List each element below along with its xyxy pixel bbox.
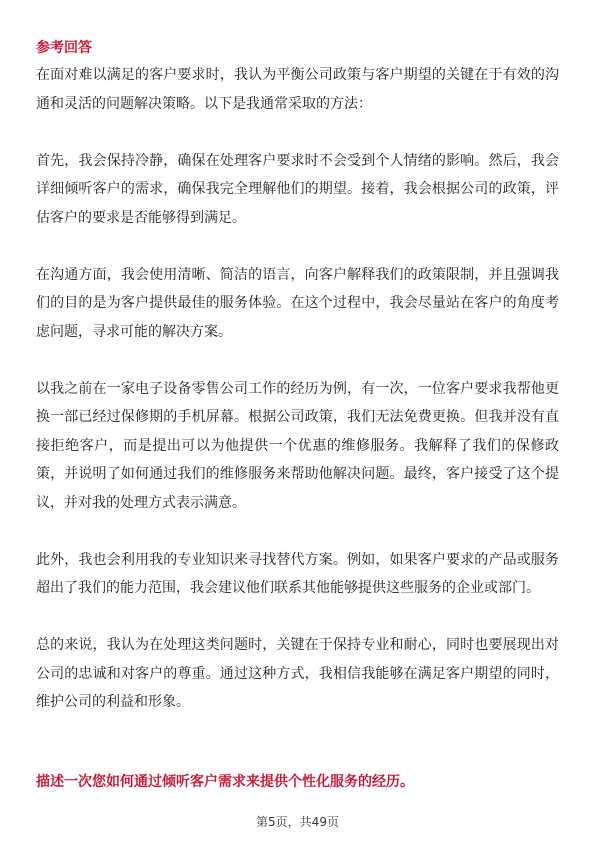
paragraph: 总的来说，我认为在处理这类问题时，关键在于保持专业和耐心，同时也要展现出对公司的忠诚和对客户的尊重。通过这种方式，我相信我能够在满足客户期望的同时，维护公司的利益和形象。 [36,637,559,710]
paragraph: 以我之前在一家电子设备零售公司工作的经历为例，有一次，一位客户要求我帮他更换一部已经过保修期的手机屏幕。根据公司政策，我们无法免费更换。但我并没有直接拒绝客户，而是提出可以为他提供一个优惠的维修服务。我解释了我们的保修政策，并说明了如何通过我们的维修服务来帮助他解决问题。最终，客户接受了这个提议，并对我的处理方式表示满意。 [36,380,559,511]
next-question-heading: 描述一次您如何通过倾听客户需求来提供个性化服务的经历。 [36,774,414,790]
page-number-footer: 第5页，共49页 [256,815,339,829]
answer-heading: 参考回答 [36,40,92,56]
paragraph: 此外，我也会利用我的专业知识来寻找替代方案。例如，如果客户要求的产品或服务超出了我们的能力范围，我会建议他们联系其他能够提供这些服务的企业或部门。 [36,551,559,596]
paragraph: 首先，我会保持冷静，确保在处理客户要求时不会受到个人情绪的影响。然后，我会详细倾听客户的需求，确保我完全理解他们的期望。接着，我会根据公司的政策，评估客户的要求是否能够得到满足。 [36,152,559,226]
answer-body [36,61,559,717]
paragraph: 在面对难以满足的客户要求时，我认为平衡公司政策与客户期望的关键在于有效的沟通和灵活的问题解决策略。以下是我通常采取的方法： [36,67,559,112]
paragraph: 在沟通方面，我会使用清晰、简洁的语言，向客户解释我们的政策限制，并且强调我们的目的是为客户提供最佳的服务体验。在这个过程中，我会尽量站在客户的角度考虑问题，寻求可能的解决方案。 [36,266,559,340]
